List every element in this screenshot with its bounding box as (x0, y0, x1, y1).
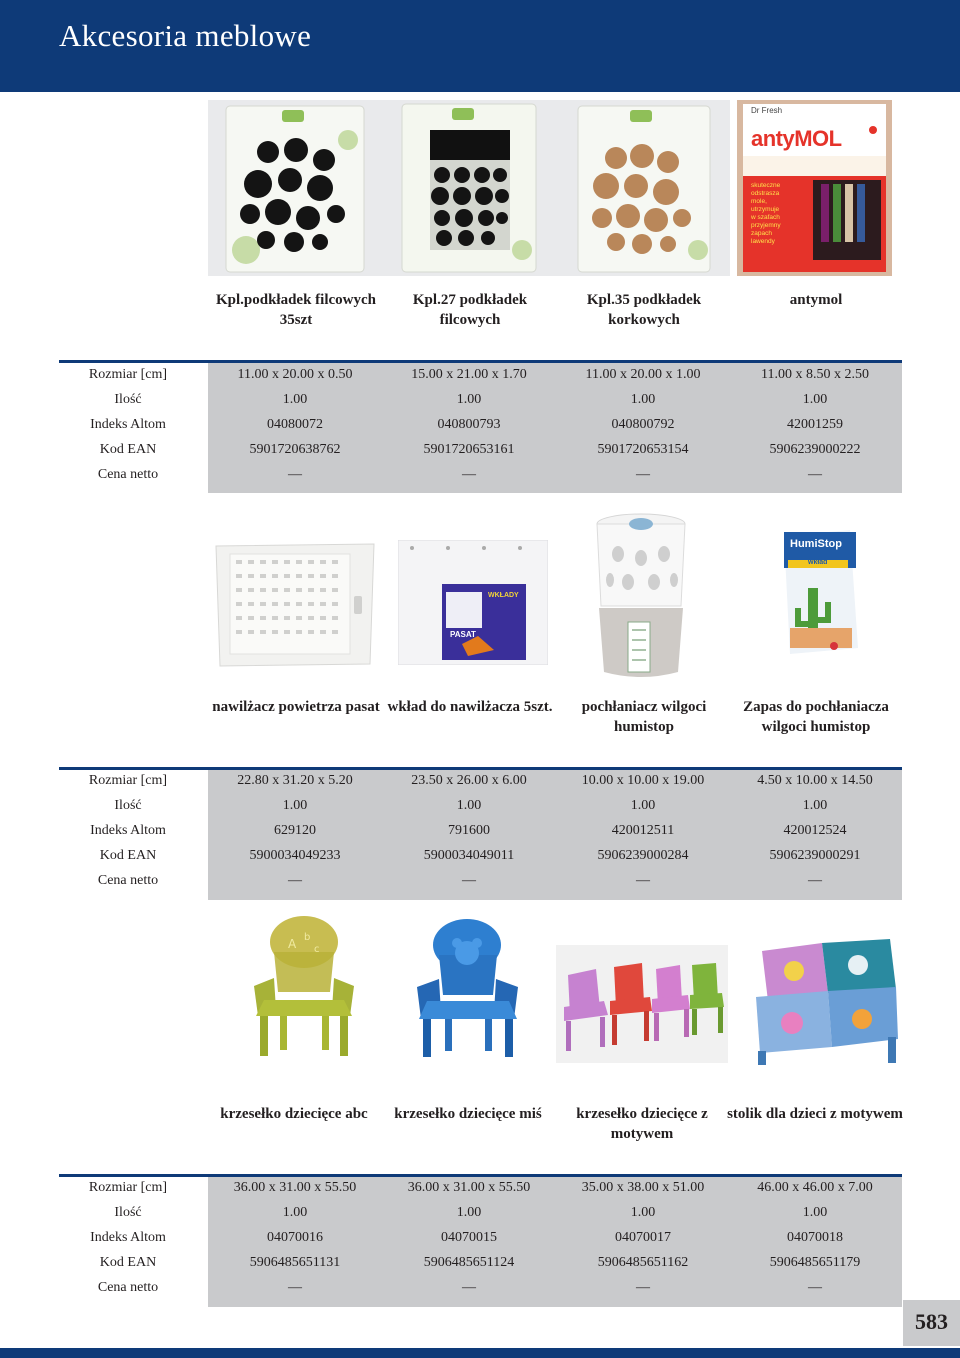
cell-index: 42001259 (787, 417, 843, 432)
row-label-index: Indeks Altom (90, 1230, 166, 1245)
cell-index: 420012511 (611, 823, 675, 838)
antymol-feature: przyjemny (751, 222, 781, 229)
cell-qty: 1.00 (802, 392, 828, 407)
svg-text:A: A (288, 937, 297, 951)
pasat-label-text: PASAT (450, 630, 476, 639)
cell-price: — (808, 873, 822, 888)
cell-price: — (288, 873, 302, 888)
page-number: 583 (915, 1309, 948, 1334)
product-name: Zapas do pochłaniacza wilgoci humistop (743, 699, 889, 735)
product-name: Kpl.27 podkładek filcowych (412, 292, 528, 328)
product-name: pochłaniacz wilgoci humistop (581, 699, 707, 735)
cell-ean: 5906485651131 (249, 1255, 341, 1270)
cell-price: — (808, 467, 822, 482)
cell-price: — (808, 1280, 822, 1295)
cell-index: 040800792 (611, 417, 675, 432)
cell-price: — (462, 873, 476, 888)
cell-size: 35.00 x 38.00 x 51.00 (581, 1180, 705, 1195)
product-name: stolik dla dzieci z motywem (727, 1106, 903, 1122)
cell-price: — (288, 1280, 302, 1295)
footer-bar (0, 1348, 960, 1358)
cell-qty: 1.00 (456, 798, 482, 813)
antymol-feature: skuteczne (751, 182, 781, 189)
cell-index: 04080072 (267, 417, 323, 432)
row-label-index: Indeks Altom (90, 823, 166, 838)
product-image-chair-mis (405, 915, 530, 1060)
row-label-index: Indeks Altom (90, 417, 166, 432)
antymol-title-text: antyMOL (751, 126, 842, 151)
cell-ean: 5906239000222 (769, 442, 861, 457)
product-image-antymol (737, 100, 892, 276)
cell-index: 04070015 (441, 1230, 497, 1245)
row-label-price: Cena netto (97, 873, 159, 888)
cell-qty: 1.00 (630, 798, 656, 813)
cell-ean: 5906239000284 (597, 848, 689, 863)
product-image-chairs-motif (556, 945, 728, 1063)
product-image-cork-pads (556, 100, 730, 276)
cell-ean: 5906485651124 (423, 1255, 515, 1270)
product-image-wklad (398, 540, 548, 665)
antymol-brand-text: Dr Fresh (751, 106, 783, 115)
product-name: antymol (789, 292, 843, 308)
product-name: krzesełko dziecięce abc (220, 1106, 368, 1122)
row-label-size: Rozmiar [cm] (88, 1180, 168, 1195)
product-image-felt-pads-27 (382, 100, 556, 276)
cell-index: 04070017 (615, 1230, 671, 1245)
row-label-price: Cena netto (97, 1280, 159, 1295)
cell-size: 11.00 x 8.50 x 2.50 (761, 367, 869, 382)
row-label-price: Cena netto (97, 467, 159, 482)
cell-ean: 5906239000291 (769, 848, 861, 863)
cell-ean: 5901720653161 (423, 442, 515, 457)
antymol-feature: zapach (751, 230, 772, 237)
cell-price: — (636, 1280, 650, 1295)
svg-text:b: b (304, 932, 311, 943)
cell-qty: 1.00 (802, 1205, 828, 1220)
cell-qty: 1.00 (630, 1205, 656, 1220)
antymol-feature: mole, (751, 198, 767, 205)
cell-qty: 1.00 (802, 798, 828, 813)
product-image-kids-table (750, 935, 900, 1067)
antymol-feature: utrzymuje (751, 206, 780, 213)
cell-size: 11.00 x 20.00 x 0.50 (237, 367, 353, 382)
product-image-humidifier-pasat (208, 540, 382, 670)
svg-text:c: c (314, 944, 320, 955)
row-label-qty: Ilość (114, 392, 142, 407)
product-name: wkład do nawilżacza 5szt. (387, 699, 553, 715)
cell-price: — (288, 467, 302, 482)
antymol-feature: w szafach (751, 214, 780, 221)
product-name: krzesełko dziecięce z motywem (576, 1106, 708, 1142)
cell-price: — (462, 1280, 476, 1295)
cell-ean: 5900034049233 (249, 848, 341, 863)
cell-index: 04070018 (787, 1230, 843, 1245)
cell-size: 15.00 x 21.00 x 1.70 (411, 367, 527, 382)
antymol-features (751, 182, 813, 246)
cell-qty: 1.00 (282, 1205, 308, 1220)
product-name: nawilżacz powietrza pasat (212, 699, 380, 715)
cell-index: 791600 (448, 823, 490, 838)
product-image-humistop-absorber (588, 510, 694, 682)
row-label-ean: Kod EAN (99, 1255, 157, 1270)
cell-ean: 5906485651179 (769, 1255, 861, 1270)
cell-qty: 1.00 (456, 392, 482, 407)
cell-price: — (462, 467, 476, 482)
cell-size: 36.00 x 31.00 x 55.50 (407, 1180, 531, 1195)
humistop-sub-text: wkład (808, 559, 828, 566)
cell-qty: 1.00 (630, 392, 656, 407)
row-label-ean: Kod EAN (99, 848, 157, 863)
humistop-title-text: HumiStop (790, 538, 842, 550)
product-name: Kpl.podkładek filcowych 35szt (215, 292, 377, 328)
cell-price: — (636, 873, 650, 888)
product-image-felt-pads-35 (208, 100, 382, 276)
product-image-chair-abc (240, 912, 368, 1060)
antymol-feature: odstrasza (751, 190, 780, 197)
wklad-label-text: WKŁADY (488, 592, 519, 599)
cell-price: — (636, 467, 650, 482)
product-image-humistop-refill (778, 528, 862, 656)
cell-qty: 1.00 (282, 392, 308, 407)
row-label-qty: Ilość (114, 1205, 142, 1220)
cell-size: 10.00 x 10.00 x 19.00 (581, 773, 705, 788)
cell-size: 36.00 x 31.00 x 55.50 (233, 1180, 357, 1195)
row-label-qty: Ilość (114, 798, 142, 813)
cell-size: 22.80 x 31.20 x 5.20 (237, 773, 353, 788)
cell-index: 04070016 (267, 1230, 323, 1245)
cell-index: 629120 (274, 823, 316, 838)
cell-ean: 5906485651162 (597, 1255, 689, 1270)
cell-ean: 5901720638762 (249, 442, 341, 457)
cell-qty: 1.00 (456, 1205, 482, 1220)
cell-index: 040800793 (437, 417, 501, 432)
page-title: Akcesoria meblowe (59, 18, 312, 53)
product-name: krzesełko dziecięce miś (394, 1106, 542, 1122)
antymol-feature: lawendy (751, 238, 775, 245)
cell-size: 23.50 x 26.00 x 6.00 (411, 773, 527, 788)
cell-qty: 1.00 (282, 798, 308, 813)
row-label-size: Rozmiar [cm] (88, 773, 168, 788)
row-label-size: Rozmiar [cm] (88, 367, 168, 382)
row-label-ean: Kod EAN (99, 442, 157, 457)
cell-size: 46.00 x 46.00 x 7.00 (757, 1180, 873, 1195)
cell-size: 4.50 x 10.00 x 14.50 (757, 773, 873, 788)
cell-ean: 5901720653154 (597, 442, 689, 457)
page-header (0, 0, 960, 92)
cell-size: 11.00 x 20.00 x 1.00 (585, 367, 701, 382)
cell-ean: 5900034049011 (423, 848, 515, 863)
cell-index: 420012524 (783, 823, 847, 838)
product-name: Kpl.35 podkładek korkowych (586, 292, 702, 328)
